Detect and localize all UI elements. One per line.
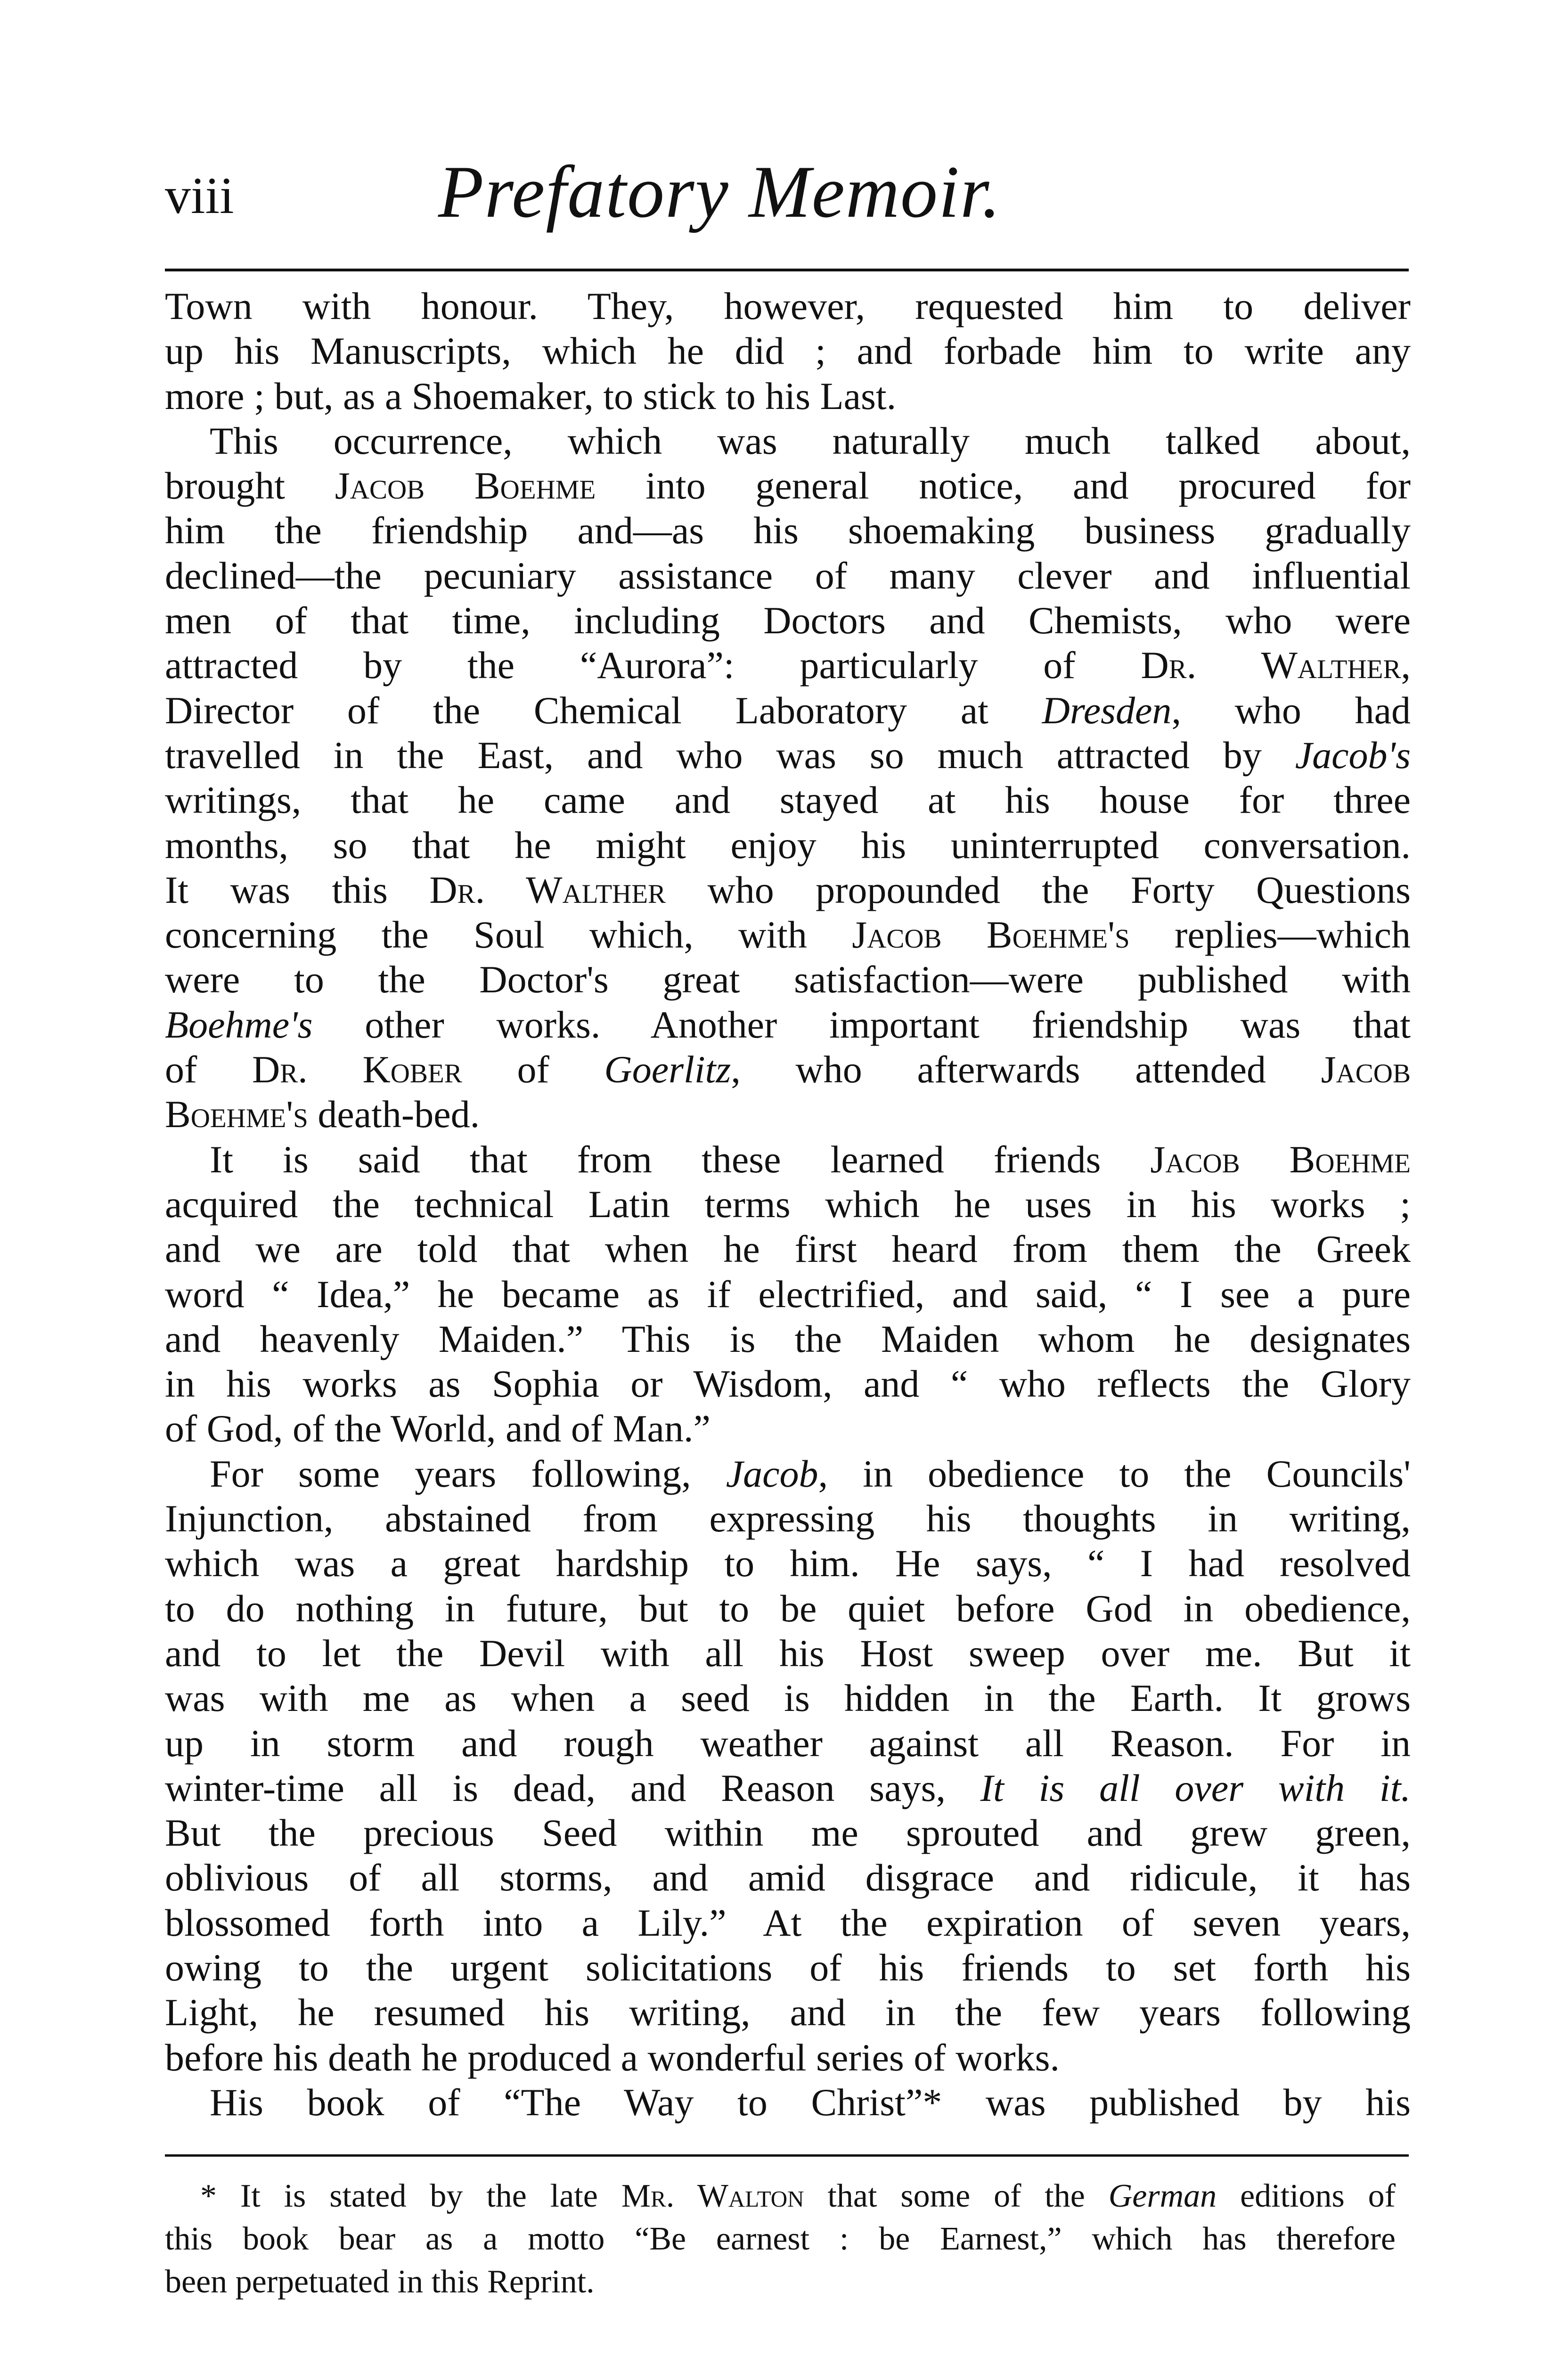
small-caps-name: Jacob Boehme (1150, 1137, 1411, 1181)
text-run: was with me as when a seed is hidden in the Earth. It grows (165, 1677, 1411, 1720)
small-caps-name: Mr. Walton (621, 2178, 804, 2214)
text-line (165, 1317, 1411, 1361)
text-run: word “ Idea,” he became as if electrified, and said, “ I see a pure (165, 1272, 1411, 1316)
small-caps-name: Dr. Walther (429, 868, 666, 911)
text-line (165, 1092, 1411, 1137)
text-run: brought (165, 464, 335, 507)
text-run: other works. Another important friendship was that (312, 1003, 1411, 1046)
small-caps-name: Dr. Kober (252, 1048, 462, 1091)
text-run: men of that time, including Doctors and Chemists, who were (165, 599, 1411, 642)
text-run: owing to the urgent solicitations of his friends to set forth his (165, 1946, 1411, 1989)
text-line (165, 957, 1411, 1002)
text-line (165, 823, 1411, 867)
text-line (165, 1721, 1411, 1766)
text-run: , who afterwards attended (731, 1048, 1321, 1091)
text-line (165, 598, 1411, 643)
text-run: up in storm and rough weather against all Reason. For in (165, 1721, 1411, 1765)
text-run: before his death he produced a wonderful series of works. (165, 2036, 1060, 2079)
paragraph (165, 1137, 1411, 1451)
text-line (165, 1990, 1411, 2035)
text-run: But the precious Seed within me sprouted and grew green, (165, 1811, 1411, 1855)
text-run: oblivious of all storms, and amid disgrace and ridicule, it has (165, 1856, 1411, 1899)
text-run: blossomed forth into a Lily.” At the expiration of seven years, (165, 1901, 1411, 1944)
text-run: His book of “The Way to Christ”* was published by his (210, 2080, 1411, 2124)
paragraph (165, 1451, 1411, 2080)
text-line (165, 867, 1411, 912)
text-run: this book bear as a motto “Be earnest : be Earnest,” which has therefore (165, 2221, 1396, 2257)
paragraph (165, 2080, 1411, 2125)
text-line (165, 1451, 1411, 1496)
text-run: to do nothing in future, but to be quiet before God in obedience, (165, 1587, 1411, 1630)
small-caps-name: Jacob Boehme's (852, 913, 1130, 957)
text-run: up his Manuscripts, which he did ; and forbade him to write any (165, 329, 1411, 373)
text-run: that some of the (804, 2178, 1109, 2214)
footnote (165, 2175, 1396, 2303)
text-run: concerning the Soul which, with (165, 913, 852, 957)
text-run: and to let the Devil with all his Host sweep over me. But it (165, 1631, 1411, 1675)
text-line (165, 508, 1411, 553)
text-run: For some years following, (210, 1452, 726, 1495)
text-line (165, 1810, 1411, 1855)
text-run: in his works as Sophia or Wisdom, and “ who reflects the Glory (165, 1362, 1411, 1406)
text-run: which was a great hardship to him. He says, “ I had resolved (165, 1542, 1411, 1585)
text-line (165, 284, 1411, 328)
text-run: death-bed. (308, 1093, 480, 1136)
text-line (165, 733, 1411, 777)
text-line (165, 1855, 1411, 1900)
text-run: replies—which (1129, 913, 1411, 957)
text-run: of God, of the World, and of Man.” (165, 1407, 710, 1450)
paragraph (165, 284, 1411, 418)
text-line (165, 2035, 1411, 2080)
text-run: Town with honour. They, however, requested him to deliver (165, 285, 1411, 327)
text-run: Light, he resumed his writing, and in the few years following (165, 1991, 1411, 2034)
text-line (165, 1945, 1411, 1990)
footnote-rule (165, 2154, 1409, 2157)
text-run: It was this (165, 868, 430, 911)
text-line (165, 1900, 1411, 1945)
text-line (165, 1586, 1411, 1631)
italic-text: Jacob's (1295, 733, 1411, 777)
text-line (165, 1047, 1411, 1092)
text-run: Injunction, abstained from expressing his thoughts in writing, (165, 1497, 1411, 1540)
text-line (165, 1182, 1411, 1227)
italic-text: German (1108, 2178, 1217, 2214)
text-line (165, 688, 1411, 733)
text-run: of (165, 1048, 253, 1091)
text-run: and heavenly Maiden.” This is the Maiden whom he designates (165, 1317, 1411, 1360)
text-run: , (1401, 644, 1411, 687)
small-caps-name: Dr. Walther (1141, 644, 1401, 687)
italic-text: Boehme's (165, 1003, 313, 1046)
text-line (165, 2217, 1396, 2260)
text-run: , in obedience to the Councils' (818, 1452, 1411, 1495)
text-run: Director of the Chemical Laboratory at (165, 688, 1042, 732)
text-line (165, 777, 1411, 822)
text-line (165, 1766, 1411, 1810)
text-line (165, 1002, 1411, 1047)
text-line (165, 1361, 1411, 1406)
text-line (165, 2175, 1396, 2217)
text-run: , who had (1171, 688, 1411, 732)
text-run: were to the Doctor's great satisfaction—were published with (165, 958, 1411, 1001)
text-run: acquired the technical Latin terms which he uses in his works ; (165, 1182, 1411, 1226)
text-line (165, 1496, 1411, 1541)
text-run: This occurrence, which was naturally much talked about, (210, 419, 1411, 462)
text-line (165, 643, 1411, 687)
italic-text: Dresden (1042, 688, 1172, 732)
text-line (165, 553, 1411, 598)
small-caps-name: Jacob (1321, 1048, 1411, 1091)
text-run: declined—the pecuniary assistance of many clever and influential (165, 554, 1411, 597)
small-caps-name: Boehme's (165, 1093, 308, 1136)
text-line (165, 418, 1411, 463)
text-line (165, 912, 1411, 957)
text-line (165, 2260, 1396, 2303)
text-line (165, 1137, 1411, 1182)
text-run: him the friendship and—as his shoemaking business gradually (165, 509, 1411, 552)
text-line (165, 1227, 1411, 1271)
text-line (165, 328, 1411, 373)
text-line (165, 1272, 1411, 1317)
small-caps-name: Jacob Boehme (335, 464, 596, 507)
text-run: writings, that he came and stayed at his house for three (165, 778, 1411, 822)
text-line (165, 463, 1411, 508)
italic-text: Goerlitz (604, 1048, 731, 1091)
body-text (165, 284, 1411, 2125)
text-run: into general notice, and procured for (596, 464, 1411, 507)
text-line (165, 1541, 1411, 1586)
text-run: * It is stated by the late (200, 2178, 621, 2214)
text-run: been perpetuated in this Reprint. (165, 2264, 595, 2300)
header-rule (165, 269, 1409, 271)
text-line (165, 374, 1411, 418)
italic-text: Jacob (726, 1452, 818, 1495)
text-line (165, 1631, 1411, 1676)
text-run: winter-time all is dead, and Reason says, (165, 1766, 980, 1809)
text-run: more ; but, as a Shoemaker, to stick to his Last. (165, 374, 897, 417)
text-run: who propounded the Forty Questions (666, 868, 1411, 911)
page-number: viii (165, 167, 234, 224)
text-run: of (462, 1048, 604, 1091)
text-run: It is said that from these learned friends (210, 1137, 1151, 1181)
text-run: editions of (1217, 2178, 1396, 2214)
text-run: months, so that he might enjoy his uninterrupted conversation. (165, 823, 1411, 867)
text-run: travelled in the East, and who was so much attracted by (165, 733, 1295, 777)
italic-text: It is all over with it. (980, 1766, 1411, 1809)
text-line (165, 1406, 1411, 1451)
text-line (165, 2080, 1411, 2125)
running-title: Prefatory Memoir. (438, 151, 1002, 233)
text-run: attracted by the “Aurora”: particularly of (165, 644, 1141, 687)
text-line (165, 1676, 1411, 1720)
text-run: and we are told that when he first heard from them the Greek (165, 1227, 1411, 1271)
paragraph (165, 418, 1411, 1137)
